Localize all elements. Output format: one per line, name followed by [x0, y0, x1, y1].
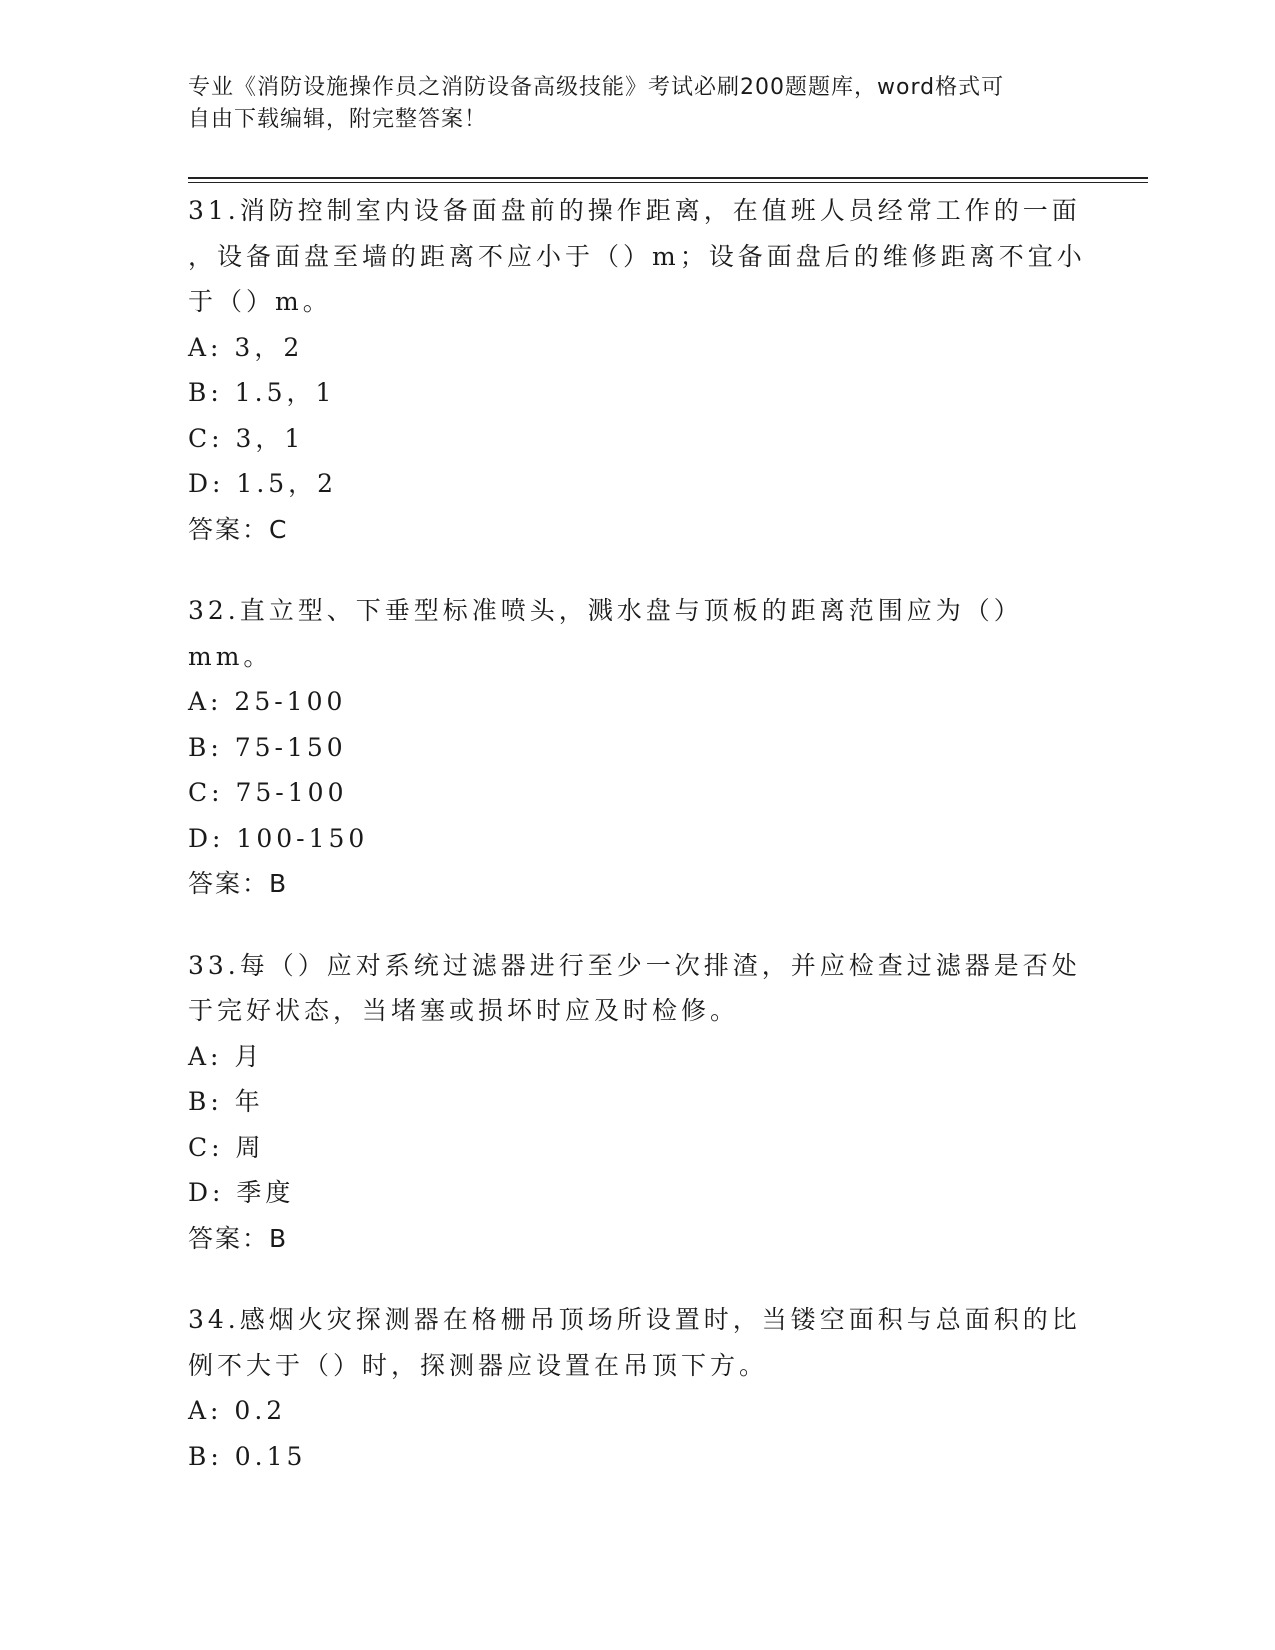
option-b: B: 1.5，1	[188, 378, 336, 407]
question-33	[188, 943, 1088, 1262]
question-list	[188, 188, 1088, 1515]
stem-line: 33.每（）应对系统过滤器进行至少一次排渣，并应检查过滤器是否处	[188, 950, 1081, 980]
option-a: A: 3，2	[188, 332, 304, 362]
stem-line: 于完好状态，当堵塞或损坏时应及时检修。	[188, 996, 740, 1025]
stem-line: 31.消防控制室内设备面盘前的操作距离，在值班人员经常工作的一面	[188, 196, 1081, 225]
header-line-1: 专业《消防设施操作员之消防设备高级技能》考试必刷200题题库，word格式可	[188, 75, 1005, 100]
header-line-2: 自由下载编辑，附完整答案！	[188, 107, 488, 132]
question-stem	[188, 188, 1088, 325]
option-a: A: 月	[188, 1041, 264, 1071]
option-c: C: 75-100	[188, 778, 348, 807]
stem-line: 例不大于（）时，探测器应设置在吊顶下方。	[188, 1350, 769, 1380]
question-34	[188, 1297, 1088, 1479]
stem-line: 34.感烟火灾探测器在格栅吊顶场所设置时，当镂空面积与总面积的比	[188, 1305, 1081, 1334]
answer: 答案：C	[188, 514, 289, 544]
question-32	[188, 588, 1088, 907]
stem-line: 于（）m。	[188, 287, 332, 316]
option-c: C: 3，1	[188, 423, 305, 453]
option-b: B: 75-150	[188, 732, 347, 762]
option-a: A: 0.2	[188, 1396, 287, 1425]
answer: 答案：B	[188, 1223, 289, 1253]
option-d: D: 100-150	[188, 823, 369, 853]
document-header	[188, 72, 1068, 136]
option-b: B: 0.15	[188, 1441, 307, 1471]
question-31	[188, 188, 1088, 552]
answer: 答案：B	[188, 869, 289, 898]
stem-line: ，设备面盘至墙的距离不应小于（）m；设备面盘后的维修距离不宜小	[188, 241, 1086, 271]
option-b: B: 年	[188, 1087, 264, 1116]
option-c: C: 周	[188, 1132, 265, 1162]
stem-line: 32.直立型、下垂型标准喷头，溅水盘与顶板的距离范围应为（）mm。	[188, 596, 1023, 671]
header-divider-thick	[188, 177, 1148, 179]
question-stem	[188, 588, 1088, 679]
question-stem	[188, 943, 1088, 1034]
option-d: D: 1.5，2	[188, 469, 338, 498]
header-divider-thin	[188, 182, 1148, 183]
question-stem	[188, 1297, 1088, 1388]
option-d: D: 季度	[188, 1178, 295, 1207]
option-a: A: 25-100	[188, 687, 347, 716]
